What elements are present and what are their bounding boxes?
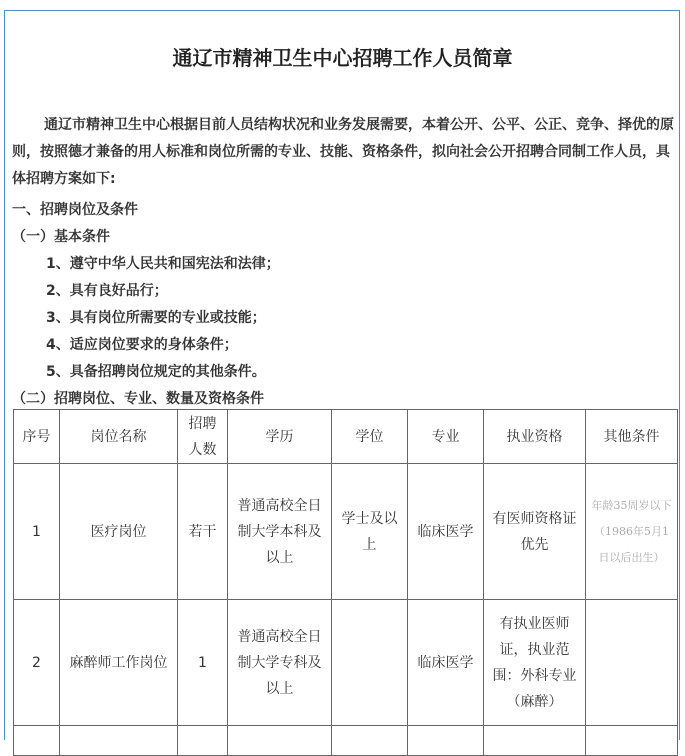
header-cell: 执业资格 [484,410,586,464]
cell-education: 普通高校全日制大学专科及以上 [228,600,332,726]
cell-post: 麻醉师工作岗位 [60,600,178,726]
table-row [14,464,678,600]
table-row [14,600,678,726]
cell-education: 普通高校全日制大学本科及以上 [228,464,332,600]
table-header-row [14,410,678,464]
cell-post: 医疗岗位 [60,464,178,600]
cell-qualification: 有医师资格证优先 [484,464,586,600]
cell-other: 年龄35周岁以下（1986年5月1日以后出生） [586,464,678,600]
condition-item: 1、遵守中华人民共和国宪法和法律； [46,256,280,272]
header-cell: 专业 [408,410,484,464]
condition-item: 5、具备招聘岗位规定的其他条件。 [46,364,266,380]
section-heading-recruitment: 一、招聘岗位及条件 [12,202,138,218]
subheading-basic-conditions: （一）基本条件 [12,229,110,245]
condition-item: 3、具有岗位所需要的专业或技能； [46,310,266,326]
header-cell: 其他条件 [586,410,678,464]
cell-other [586,600,678,726]
header-cell: 学位 [332,410,408,464]
cell-major: 临床医学 [408,464,484,600]
intro-paragraph: 通辽市精神卫生中心根据目前人员结构状况和业务发展需要，本着公开、公平、公正、竞争、择优的原则，按照德才兼备的用人标准和岗位所需的专业、技能、资格条件，拟向社会公开招聘合同制工作人员，具体招聘方案如下: [12,117,674,187]
cell-degree [332,600,408,726]
cell-degree: 学士及以上 [332,464,408,600]
page-title: 通辽市精神卫生中心招聘工作人员简章 [172,46,513,70]
condition-item: 4、适应岗位要求的身体条件； [46,337,238,353]
header-cell: 学历 [228,410,332,464]
header-cell: 招聘人数 [178,410,228,464]
positions-table [13,409,678,756]
subheading-positions: （二）招聘岗位、专业、数量及资格条件 [12,391,264,407]
cell-number: 1 [14,464,60,600]
cell-number: 2 [14,600,60,726]
cell-count: 1 [178,600,228,726]
table-row [14,726,678,756]
cell-major: 临床医学 [408,600,484,726]
cell-qualification: 有执业医师证，执业范围：外科专业（麻醉） [484,600,586,726]
cell-count: 若干 [178,464,228,600]
header-cell: 序号 [14,410,60,464]
condition-item: 2、具有良好品行； [46,283,168,299]
header-cell: 岗位名称 [60,410,178,464]
